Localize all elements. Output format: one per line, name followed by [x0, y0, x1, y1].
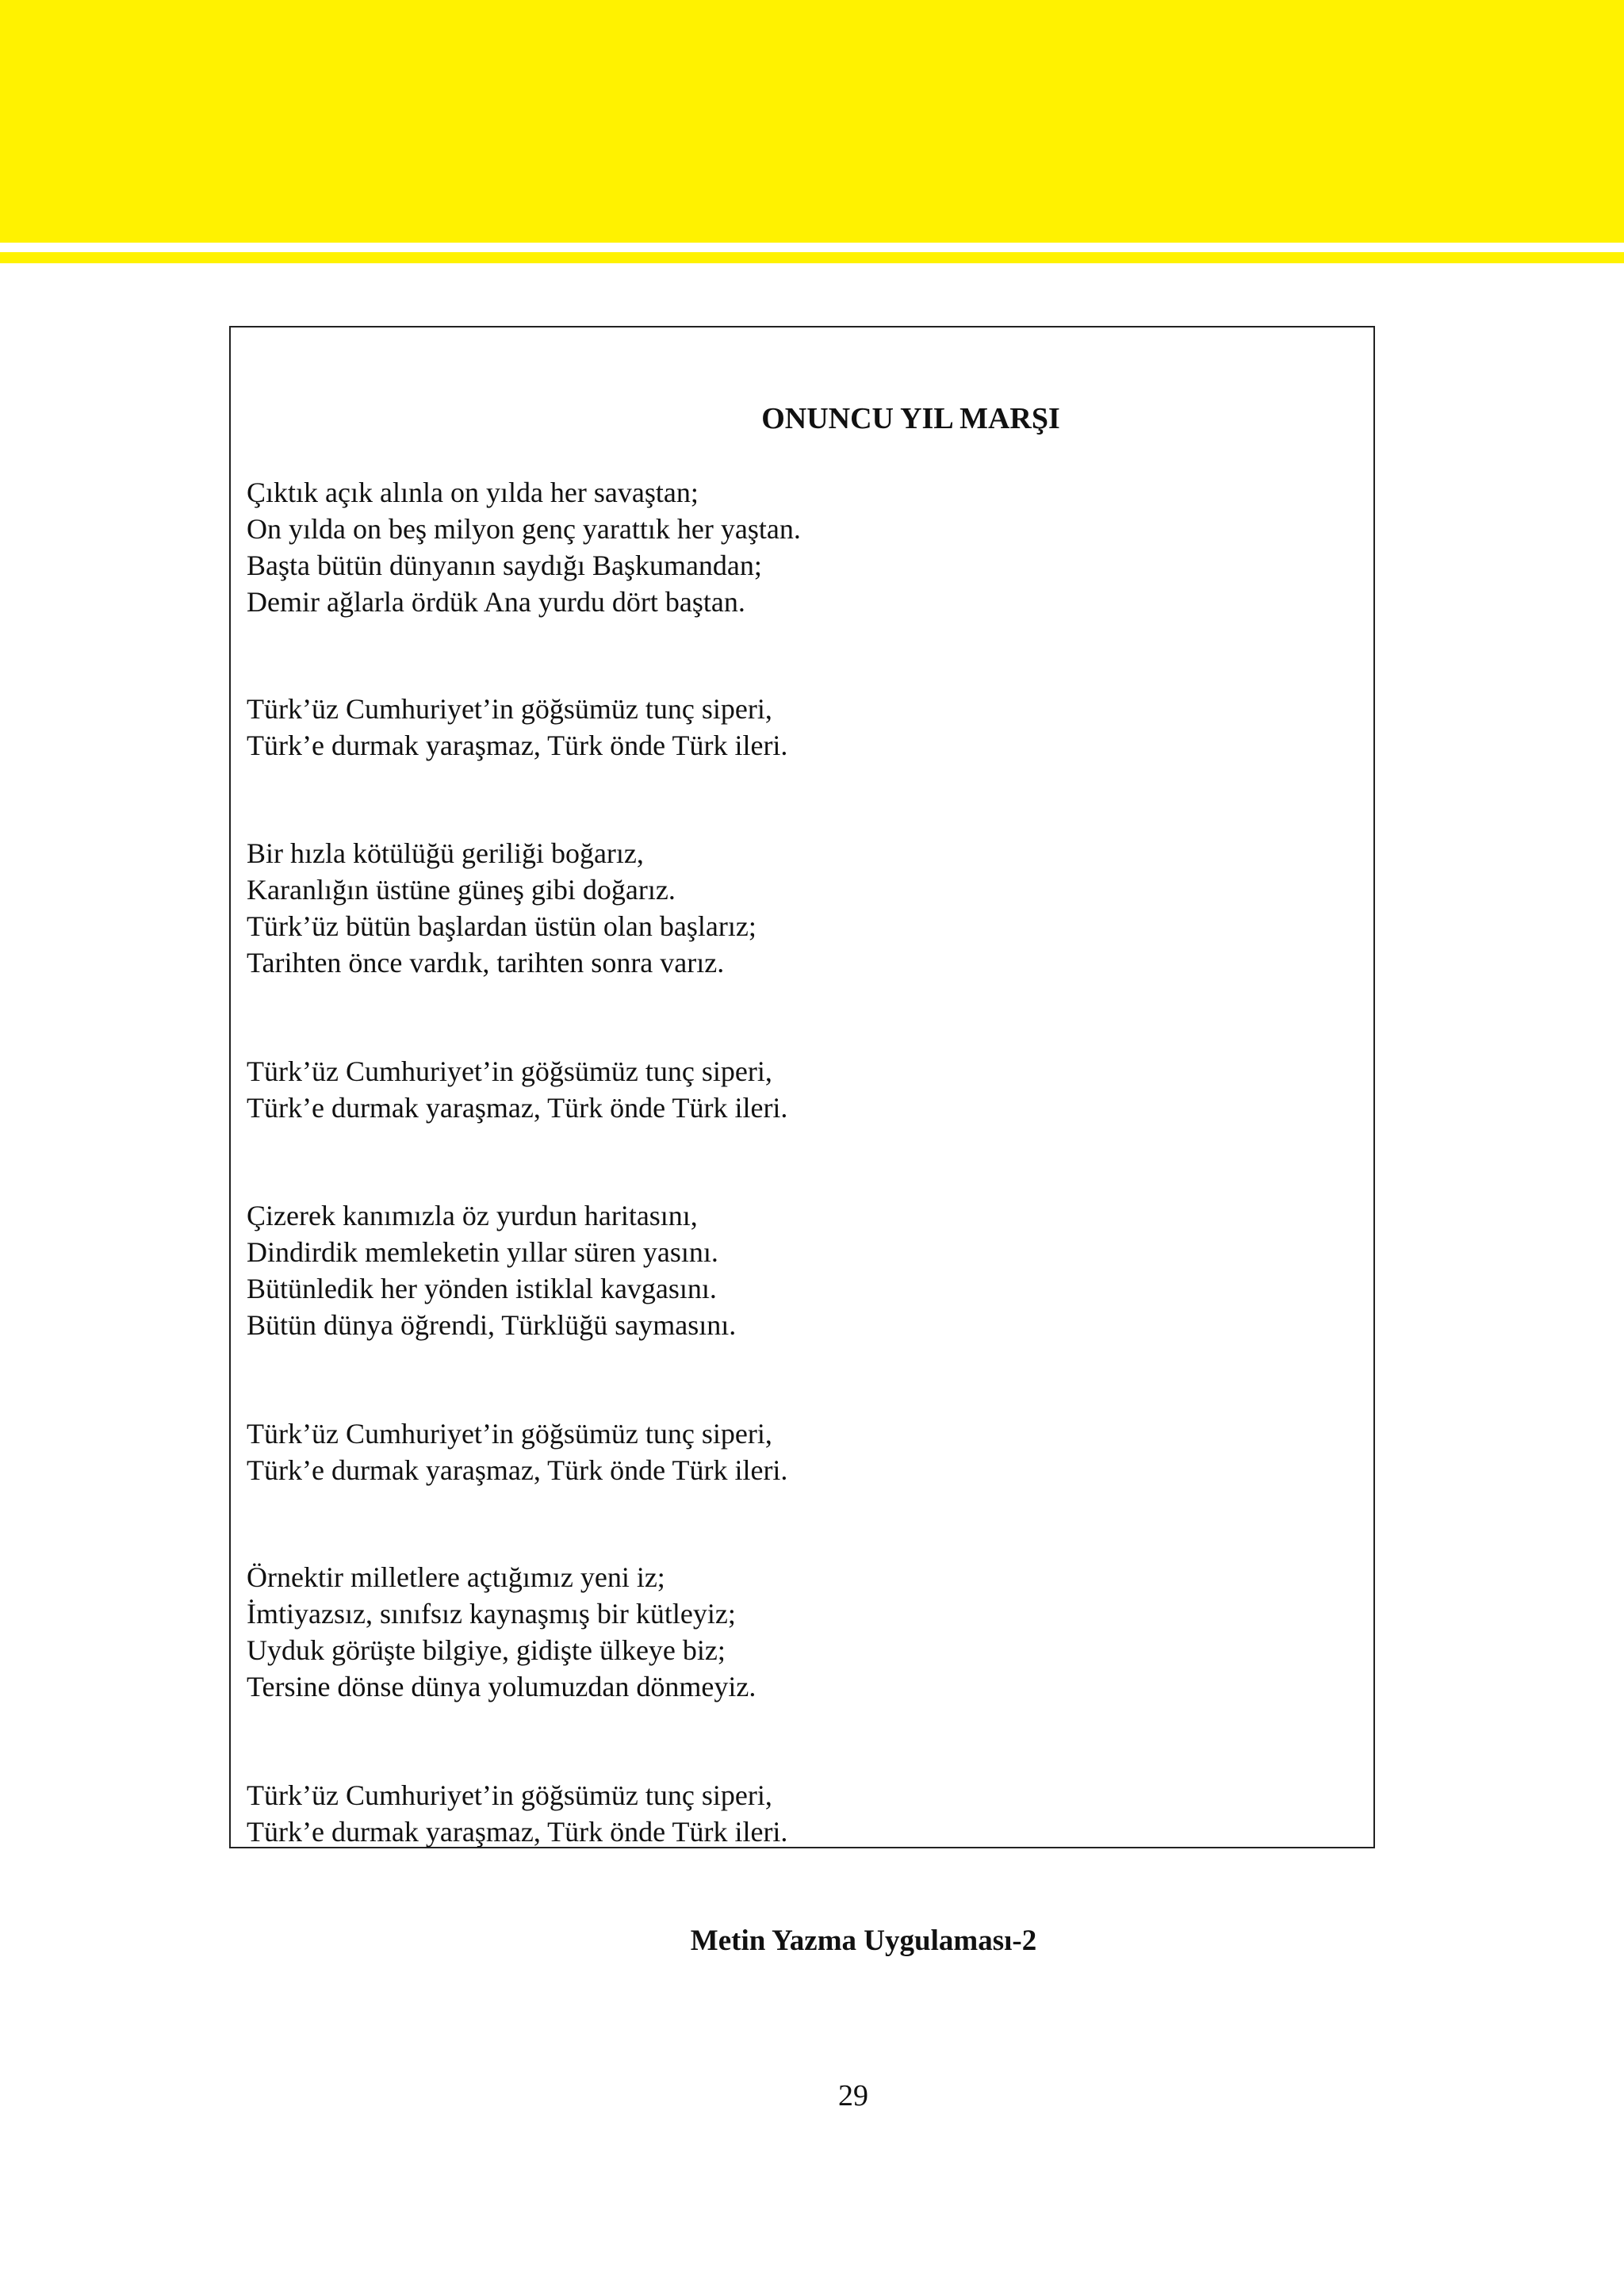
poem-line: Başta bütün dünyanın saydığı Başkumandan;	[247, 550, 762, 581]
header-yellow-stripe	[0, 252, 1624, 263]
poem-line: Türk’üz Cumhuriyet’in göğsümüz tunç siperi,	[247, 1779, 772, 1811]
stanza-8-refrain	[247, 1777, 787, 1850]
poem-line: Bütünledik her yönden istiklal kavgasını.	[247, 1273, 717, 1304]
poem-line: Örnektir milletlere açtığımız yeni iz;	[247, 1561, 665, 1593]
poem-line: Dindirdik memleketin yıllar süren yasını.	[247, 1236, 718, 1268]
poem-line: Çizerek kanımızla öz yurdun haritasını,	[247, 1200, 698, 1231]
poem-line: Türk’e durmak yaraşmaz, Türk önde Türk ileri.	[247, 1092, 788, 1124]
poem-line: Çıktık açık alınla on yılda her savaştan;	[247, 477, 699, 508]
stanza-3	[247, 835, 756, 981]
stanza-1	[247, 474, 801, 620]
poem-line: Bütün dünya öğrendi, Türklüğü saymasını.	[247, 1309, 737, 1341]
poem-line: İmtiyazsız, sınıfsız kaynaşmış bir kütleyiz;	[247, 1598, 736, 1630]
stanza-7	[247, 1559, 756, 1705]
poem-title: ONUNCU YIL MARŞI	[761, 402, 1060, 435]
stanza-4-refrain	[247, 1053, 787, 1126]
poem-line: Türk’üz Cumhuriyet’in göğsümüz tunç siperi,	[247, 1055, 772, 1087]
poem-line: Karanlığın üstüne güneş gibi doğarız.	[247, 874, 676, 906]
poem-line: Türk’e durmak yaraşmaz, Türk önde Türk ileri.	[247, 1454, 788, 1486]
poem-line: Tersine dönse dünya yolumuzdan dönmeyiz.	[247, 1671, 756, 1702]
poem-line: Türk’üz Cumhuriyet’in göğsümüz tunç siperi,	[247, 693, 772, 725]
poem-line: Türk’e durmak yaraşmaz, Türk önde Türk ileri.	[247, 1816, 788, 1848]
stanza-2-refrain	[247, 691, 787, 764]
poem-line: Türk’üz Cumhuriyet’in göğsümüz tunç siperi,	[247, 1418, 772, 1450]
stanza-5	[247, 1197, 736, 1343]
poem-line: Türk’e durmak yaraşmaz, Türk önde Türk ileri.	[247, 730, 788, 761]
stanza-6-refrain	[247, 1415, 787, 1488]
poem-line: Tarihten önce vardık, tarihten sonra varız.	[247, 947, 725, 979]
poem-line: Uyduk görüşte bilgiye, gidişte ülkeye biz;	[247, 1634, 726, 1666]
section-heading: Metin Yazma Uygulaması-2	[690, 1925, 1037, 1957]
poem-line: Bir hızla kötülüğü geriliği boğarız,	[247, 837, 644, 869]
poem-line: On yılda on beş milyon genç yarattık her yaştan.	[247, 513, 801, 545]
poem-box	[229, 326, 1375, 1848]
poem-line: Demir ağlarla ördük Ana yurdu dört baştan.	[247, 586, 745, 618]
page-number: 29	[838, 2079, 868, 2112]
poem-line: Türk’üz bütün başlardan üstün olan başlarız;	[247, 910, 756, 942]
header-yellow-band	[0, 0, 1624, 243]
